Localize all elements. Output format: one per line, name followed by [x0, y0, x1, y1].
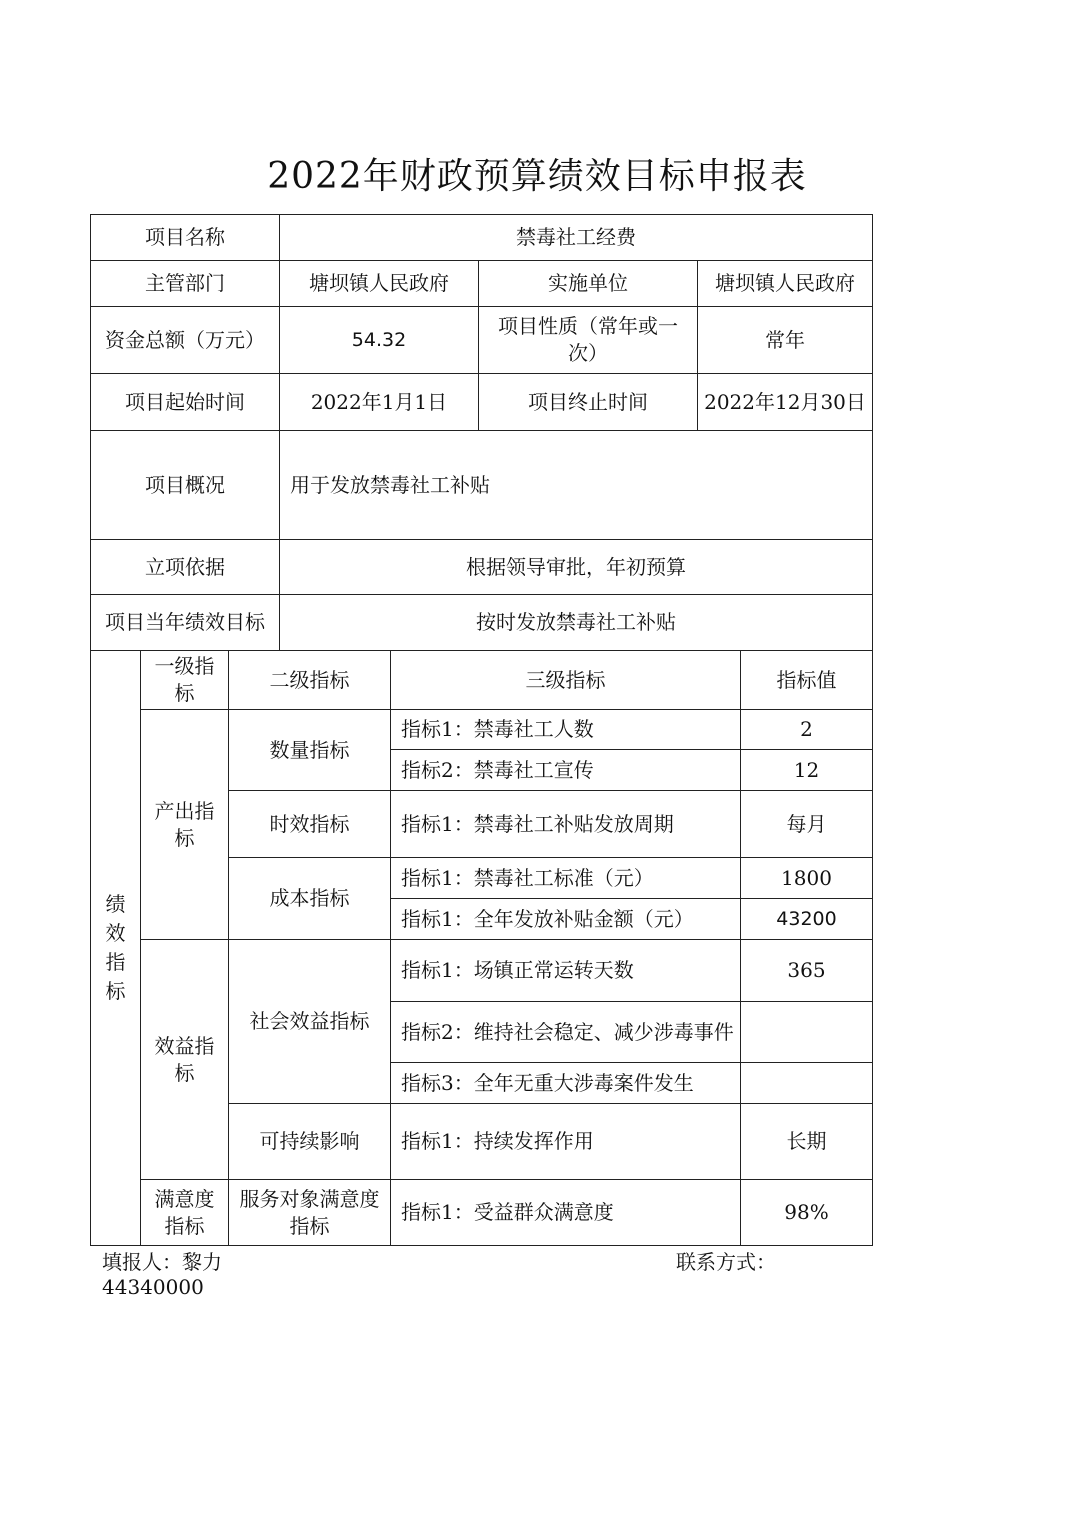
indicator-value: 长期 [741, 1104, 873, 1180]
indicator-value: 1800 [741, 858, 873, 899]
indicator-text: 指标1：受益群众满意度 [391, 1180, 741, 1246]
indicator-text: 指标1：持续发挥作用 [391, 1104, 741, 1180]
dept-value: 塘坝镇人民政府 [280, 261, 479, 307]
indicators-table [90, 650, 873, 1246]
indicator-value: 43200 [741, 899, 873, 940]
table-row [91, 651, 873, 710]
indicator-value: 98% [741, 1180, 873, 1246]
indicator-text: 指标2：禁毒社工宣传 [391, 750, 741, 791]
header-level-1: 一级指标 [141, 651, 229, 710]
table-row [91, 710, 873, 750]
header-value: 指标值 [741, 651, 873, 710]
performance-indicators-label: 绩效指标 [91, 651, 141, 1246]
table-row [91, 307, 873, 374]
indicator-text: 指标1：禁毒社工补贴发放周期 [391, 791, 741, 858]
indicator-value: 2 [741, 710, 873, 750]
indicator-text: 指标1：场镇正常运转天数 [391, 940, 741, 1002]
table-row [91, 940, 873, 1002]
goal-label: 项目当年绩效目标 [91, 595, 280, 651]
benefit-indicators-label: 效益指标 [141, 940, 229, 1180]
end-value: 2022年12月30日 [698, 374, 873, 431]
basis-value: 根据领导审批，年初预算 [280, 540, 873, 595]
project-name-value: 禁毒社工经费 [280, 215, 873, 261]
social-benefit-indicators-label: 社会效益指标 [229, 940, 391, 1104]
contact-value: 44340000 [102, 1275, 204, 1299]
header-level-3: 三级指标 [391, 651, 741, 710]
contact-label: 联系方式： [676, 1250, 776, 1274]
indicator-text: 指标1：全年发放补贴金额（元） [391, 899, 741, 940]
project-info-table [90, 214, 873, 651]
unit-value: 塘坝镇人民政府 [698, 261, 873, 307]
indicator-value [741, 1063, 873, 1104]
table-row [91, 261, 873, 307]
indicator-text: 指标1：禁毒社工标准（元） [391, 858, 741, 899]
funds-label: 资金总额（万元） [91, 307, 280, 374]
basis-label: 立项依据 [91, 540, 280, 595]
start-label: 项目起始时间 [91, 374, 280, 431]
indicator-text: 指标1：禁毒社工人数 [391, 710, 741, 750]
table-row [91, 595, 873, 651]
project-name-label: 项目名称 [91, 215, 280, 261]
filler-name: 填报人：黎力 [102, 1250, 222, 1274]
table-row [91, 540, 873, 595]
indicator-value: 每月 [741, 791, 873, 858]
nature-value: 常年 [698, 307, 873, 374]
goal-value: 按时发放禁毒社工补贴 [280, 595, 873, 651]
overview-label: 项目概况 [91, 431, 280, 540]
end-label: 项目终止时间 [479, 374, 698, 431]
output-indicators-label: 产出指标 [141, 710, 229, 940]
table-row [91, 374, 873, 431]
funds-value: 54.32 [280, 307, 479, 374]
header-level-2: 二级指标 [229, 651, 391, 710]
table-row [91, 431, 873, 540]
dept-label: 主管部门 [91, 261, 280, 307]
indicator-text: 指标3：全年无重大涉毒案件发生 [391, 1063, 741, 1104]
overview-value: 用于发放禁毒社工补贴 [280, 431, 873, 540]
table-row [91, 215, 873, 261]
unit-label: 实施单位 [479, 261, 698, 307]
nature-label: 项目性质（常年或一次） [479, 307, 698, 374]
page-title: 2022年财政预算绩效目标申报表 [267, 156, 807, 197]
service-satisfaction-label: 服务对象满意度指标 [229, 1180, 391, 1246]
start-value: 2022年1月1日 [280, 374, 479, 431]
table-row [91, 1180, 873, 1246]
timeliness-indicators-label: 时效指标 [229, 791, 391, 858]
indicator-value: 12 [741, 750, 873, 791]
quantity-indicators-label: 数量指标 [229, 710, 391, 791]
indicator-text: 指标2：维持社会稳定、减少涉毒事件 [391, 1002, 741, 1063]
satisfaction-indicators-label: 满意度指标 [141, 1180, 229, 1246]
indicator-value [741, 1002, 873, 1063]
indicator-value: 365 [741, 940, 873, 1002]
cost-indicators-label: 成本指标 [229, 858, 391, 940]
sustainability-label: 可持续影响 [229, 1104, 391, 1180]
